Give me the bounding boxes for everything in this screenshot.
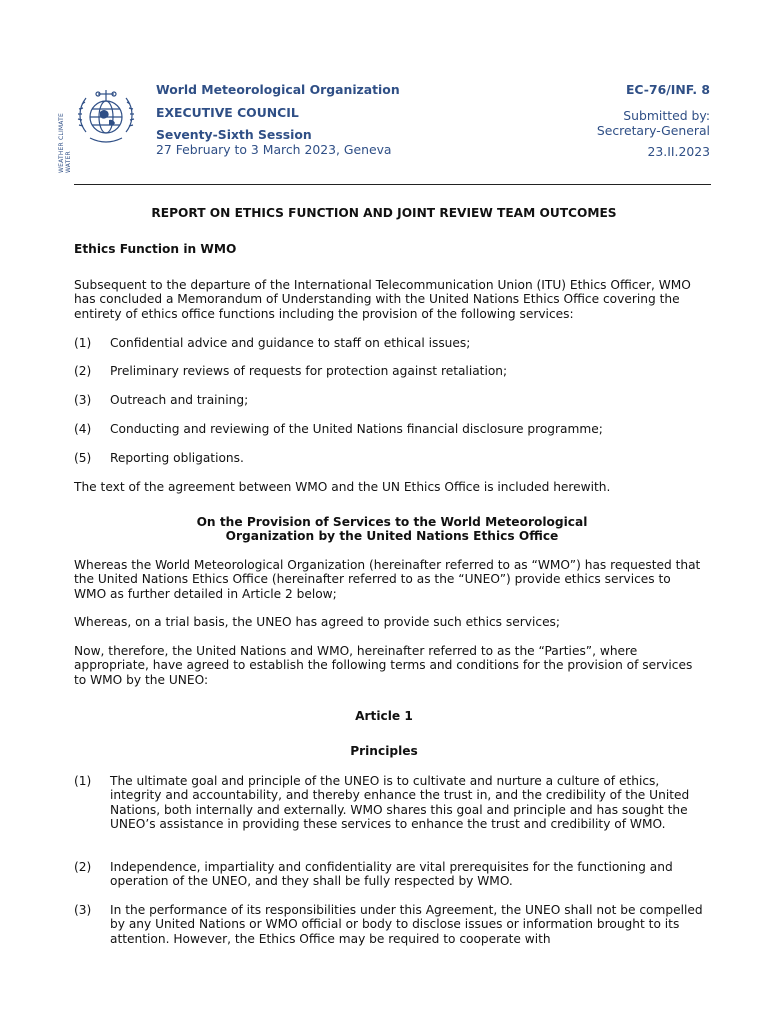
list-item: Conducting and reviewing of the United Nations financial disclosure programme; [110, 422, 603, 436]
wmo-emblem-logo [76, 86, 136, 150]
list-item-number: (2) [74, 364, 92, 378]
whereas-paragraph-1: Whereas the World Meteorological Organization (hereinafter referred to as “WMO”) has requested that the United Nations Ethics Office (hereinafter referred to as the “UNEO”) provide ethics services to WMO as further detailed in Article 2 below; [74, 558, 701, 601]
list-item: The ultimate goal and principle of the UNEO is to cultivate and nurture a culture of ethics, integrity and accountability, and thereby enhance the trust in, and the credibility of the United Nations, both internally and externally. WMO shares this goal and principle and has sought the UNEO’s assistance in providing these services to enhance the trust and credibility of WMO. [110, 774, 690, 832]
list-item: Confidential advice and guidance to staff on ethical issues; [110, 336, 471, 350]
list-item: In the performance of its responsibilities under this Agreement, the UNEO shall not be compelled by any United Nations or WMO official or body to disclose issues or information brought to its attention. However, the Ethics Office may be required to cooperate with [110, 903, 703, 946]
list-item-number: (5) [74, 451, 92, 465]
list-item-number: (3) [74, 903, 92, 917]
article-title: Article 1 [355, 709, 413, 723]
list-item-number: (1) [74, 336, 92, 350]
agreement-title-line-2: Organization by the United Nations Ethics Office [225, 529, 559, 543]
article-subtitle: Principles [350, 744, 418, 758]
agreement-title-line-1: On the Provision of Services to the World Meteorological [196, 515, 588, 529]
header-divider [74, 184, 711, 185]
now-therefore-paragraph: Now, therefore, the United Nations and WMO, hereinafter referred to as the “Parties”, where appropriate, have agreed to establish the following terms and conditions for the provision of services to WMO by the UNEO: [74, 644, 693, 687]
list-item: Outreach and training; [110, 393, 249, 407]
list-item-number: (2) [74, 860, 92, 874]
list-item-number: (4) [74, 422, 92, 436]
council-name: EXECUTIVE COUNCIL [156, 105, 299, 120]
org-name: World Meteorological Organization [156, 82, 400, 97]
section-heading: Ethics Function in WMO [74, 242, 237, 256]
report-title: REPORT ON ETHICS FUNCTION AND JOINT REVIEW TEAM OUTCOMES [151, 206, 617, 220]
submitted-by-label: Submitted by: [623, 108, 710, 123]
list-item: Reporting obligations. [110, 451, 244, 465]
document-date: 23.II.2023 [647, 144, 710, 159]
intro-paragraph: Subsequent to the departure of the International Telecommunication Union (ITU) Ethics Officer, WMO has concluded a Memorandum of Understanding with the United Nations Ethics Office covering the entirety of ethics office functions including the provision of the following services: [74, 278, 691, 321]
list-item: Independence, impartiality and confidentiality are vital prerequisites for the functioning and operation of the UNEO, and they shall be fully respected by WMO. [110, 860, 673, 889]
logo-tagline: WEATHER CLIMATE WATER [58, 113, 72, 173]
session-dates: 27 February to 3 March 2023, Geneva [156, 142, 392, 157]
list-item-number: (3) [74, 393, 92, 407]
submitted-by: Secretary-General [596, 123, 710, 138]
session-name: Seventy-Sixth Session [156, 127, 312, 142]
document-reference: EC-76/INF. 8 [625, 82, 710, 97]
list-item: Preliminary reviews of requests for protection against retaliation; [110, 364, 508, 378]
whereas-paragraph-2: Whereas, on a trial basis, the UNEO has agreed to provide such ethics services; [74, 615, 561, 629]
list-item-number: (1) [74, 774, 92, 788]
agreement-note: The text of the agreement between WMO and the UN Ethics Office is included herewith. [74, 480, 611, 494]
